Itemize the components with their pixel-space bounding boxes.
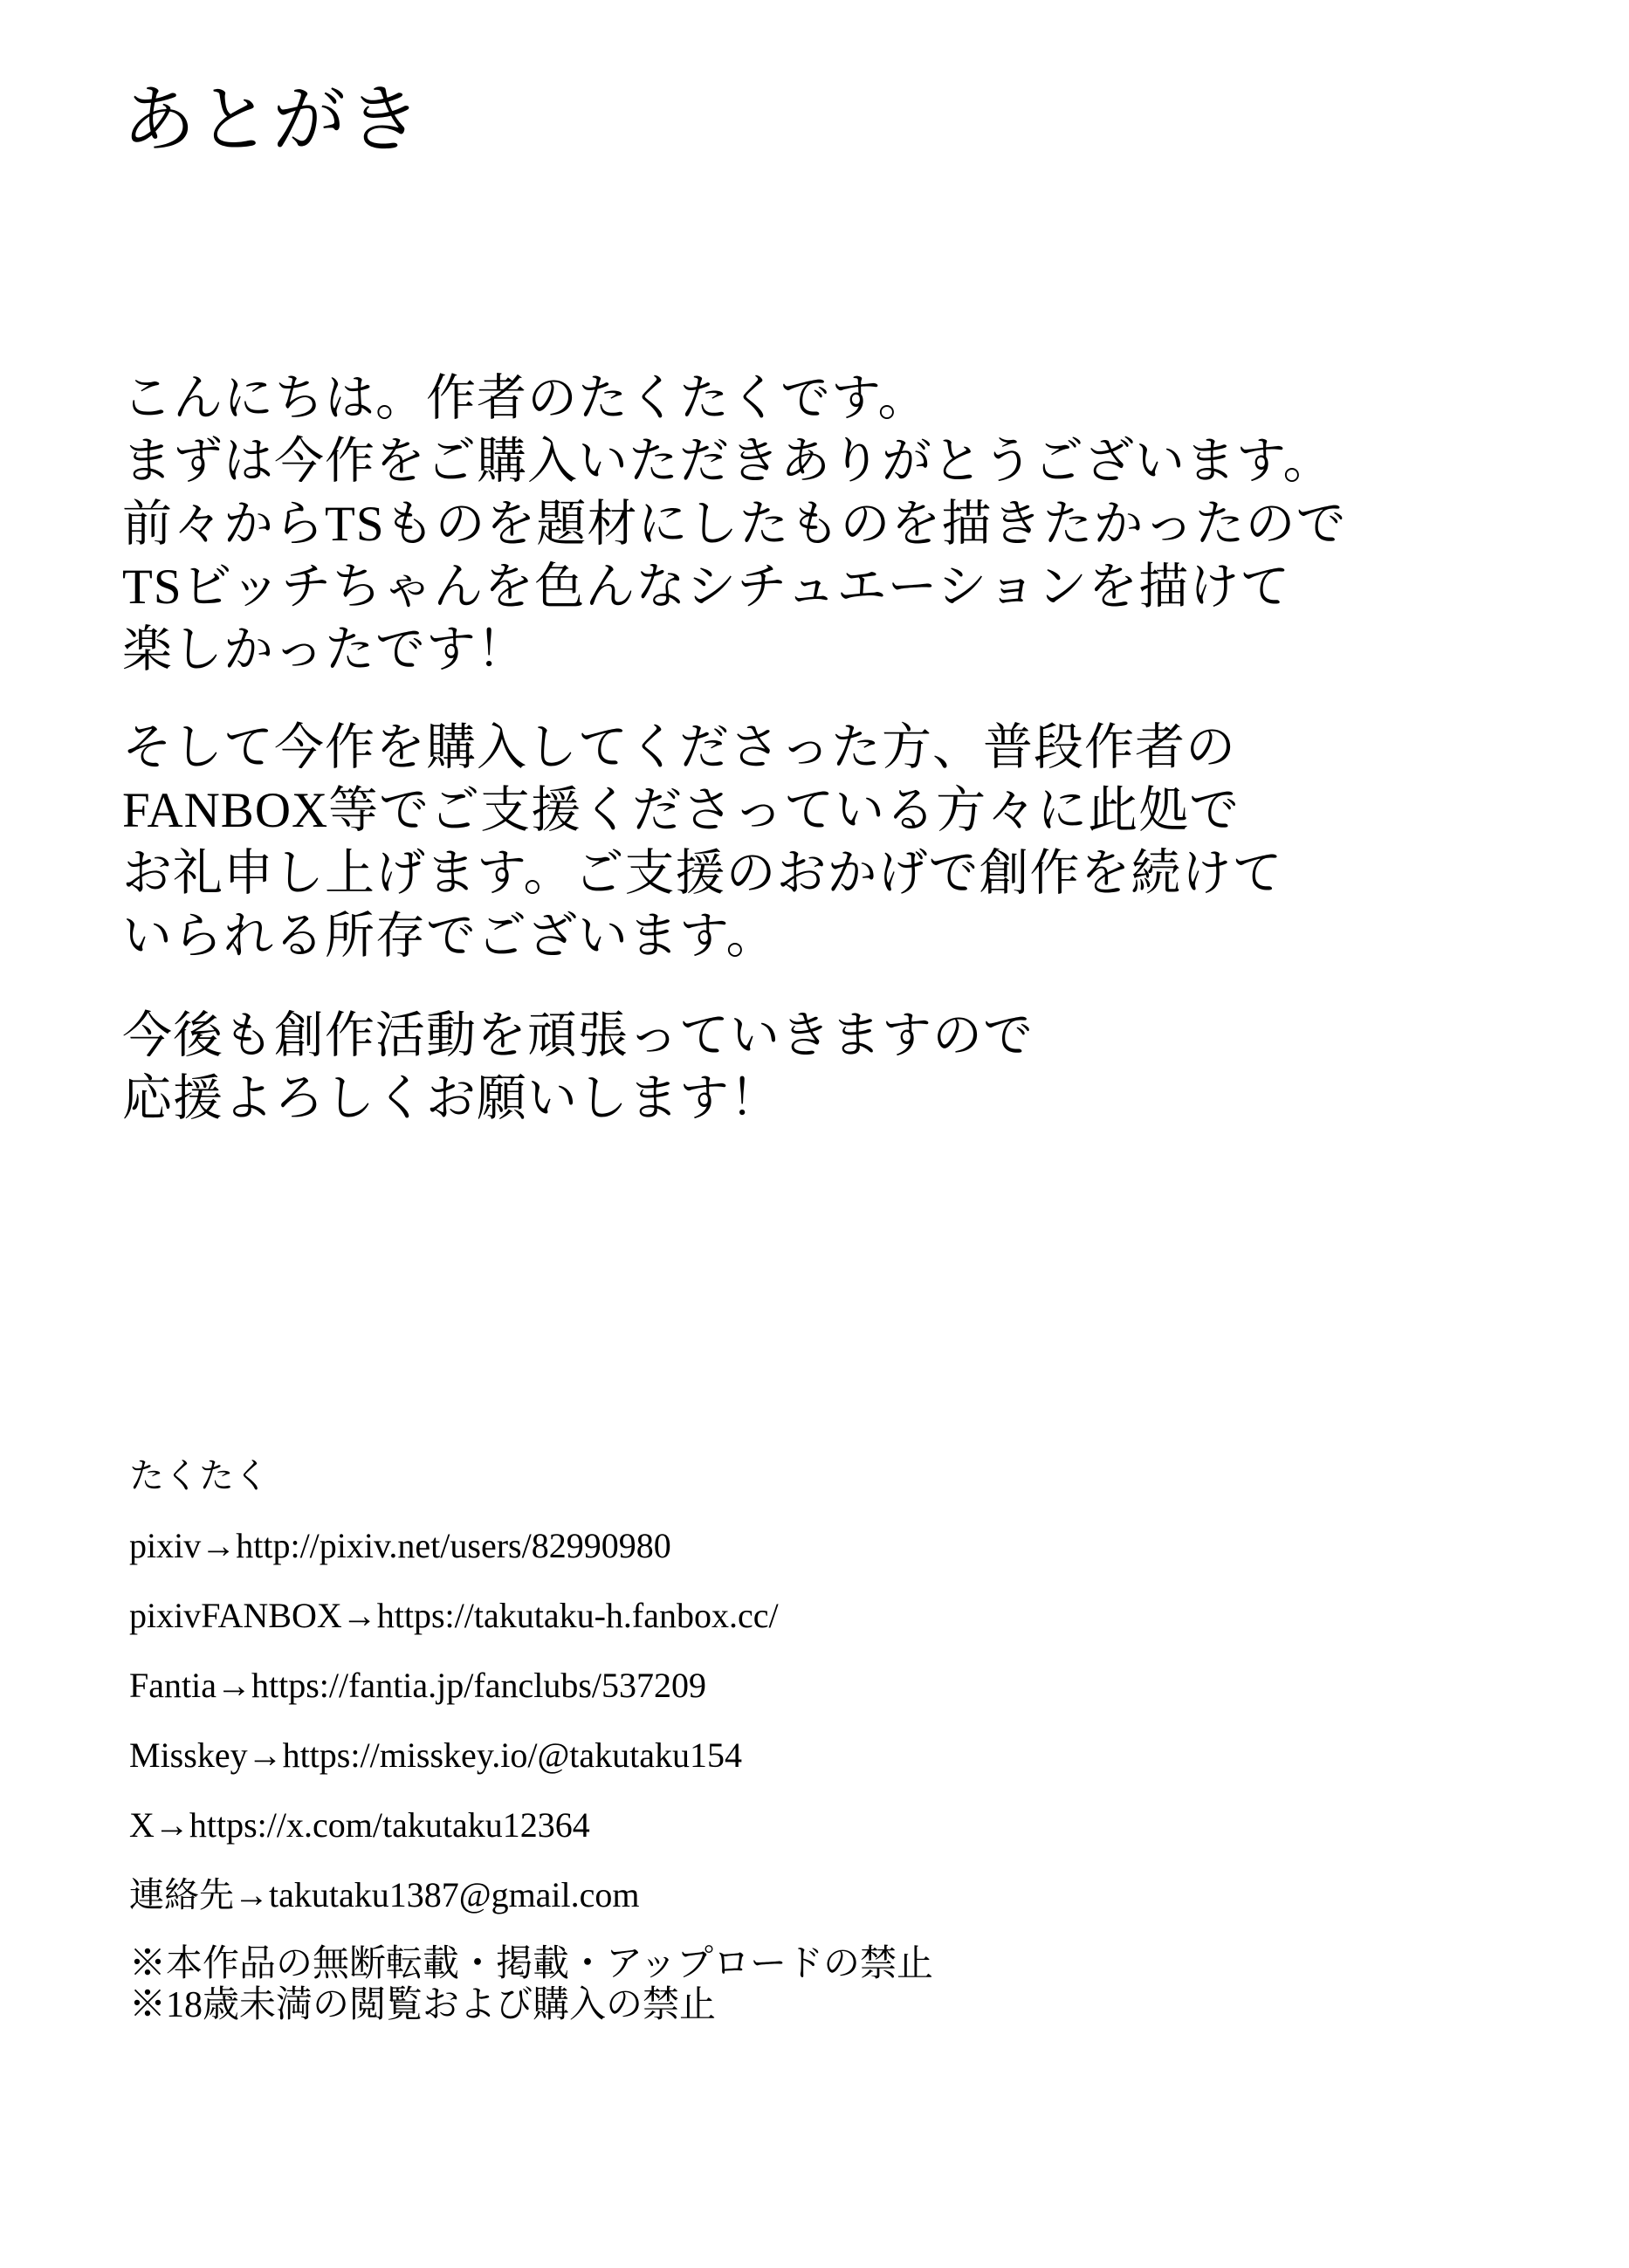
paragraph-line: そして今作を購入してくださった方、普段作者の [122,720,1236,776]
paragraph-greeting [122,368,1629,682]
notice-no-repost: ※本作品の無断転載・掲載・アップロードの禁止 [129,1944,934,1985]
paragraph-thanks [122,717,1629,968]
legal-notices [129,1944,1629,2026]
x-link: X→https://x.com/takutaku12364 [129,1805,590,1845]
misskey-link: Misskey→https://misskey.io/@takutaku154 [129,1735,743,1776]
notice-age-restriction: ※18歳未満の閲覧および購入の禁止 [129,1985,717,2026]
paragraph-closing [122,1005,1629,1131]
paragraph-line: 楽しかったです！ [122,622,527,678]
paragraph-line: まずは今作をご購入いただきありがとうございます。 [122,434,1334,490]
pixiv-link: pixiv→http://pixiv.net/users/82990980 [129,1526,671,1566]
paragraph-line: お礼申し上げます。ご支援のおかげで創作を続けて [122,846,1283,902]
credits-section [129,1455,1629,2026]
fantia-link: Fantia→https://fantia.jp/fanclubs/537209 [129,1666,707,1706]
page-title: あとがき [122,80,423,162]
fanbox-link: pixivFANBOX→https://takutaku-h.fanbox.cc/ [129,1596,779,1636]
paragraph-line: FANBOX等でご支援くださっている方々に此処で [122,783,1241,839]
paragraph-line: TSビッチちゃんを色んなシチュエーションを描けて [122,560,1291,615]
contact-email: 連絡先→takutaku1387@gmail.com [129,1875,640,1915]
paragraph-line: 今後も創作活動を頑張っていきますので [122,1008,1034,1064]
paragraph-line: いられる所存でございます。 [122,909,777,965]
paragraph-line: 前々からTSものを題材にしたものを描きたかったので [122,497,1347,553]
author-name: たくたく [129,1456,269,1496]
paragraph-line: こんにちは。作者のたくたくです。 [122,371,929,427]
paragraph-line: 応援よろしくお願いします！ [122,1071,780,1127]
